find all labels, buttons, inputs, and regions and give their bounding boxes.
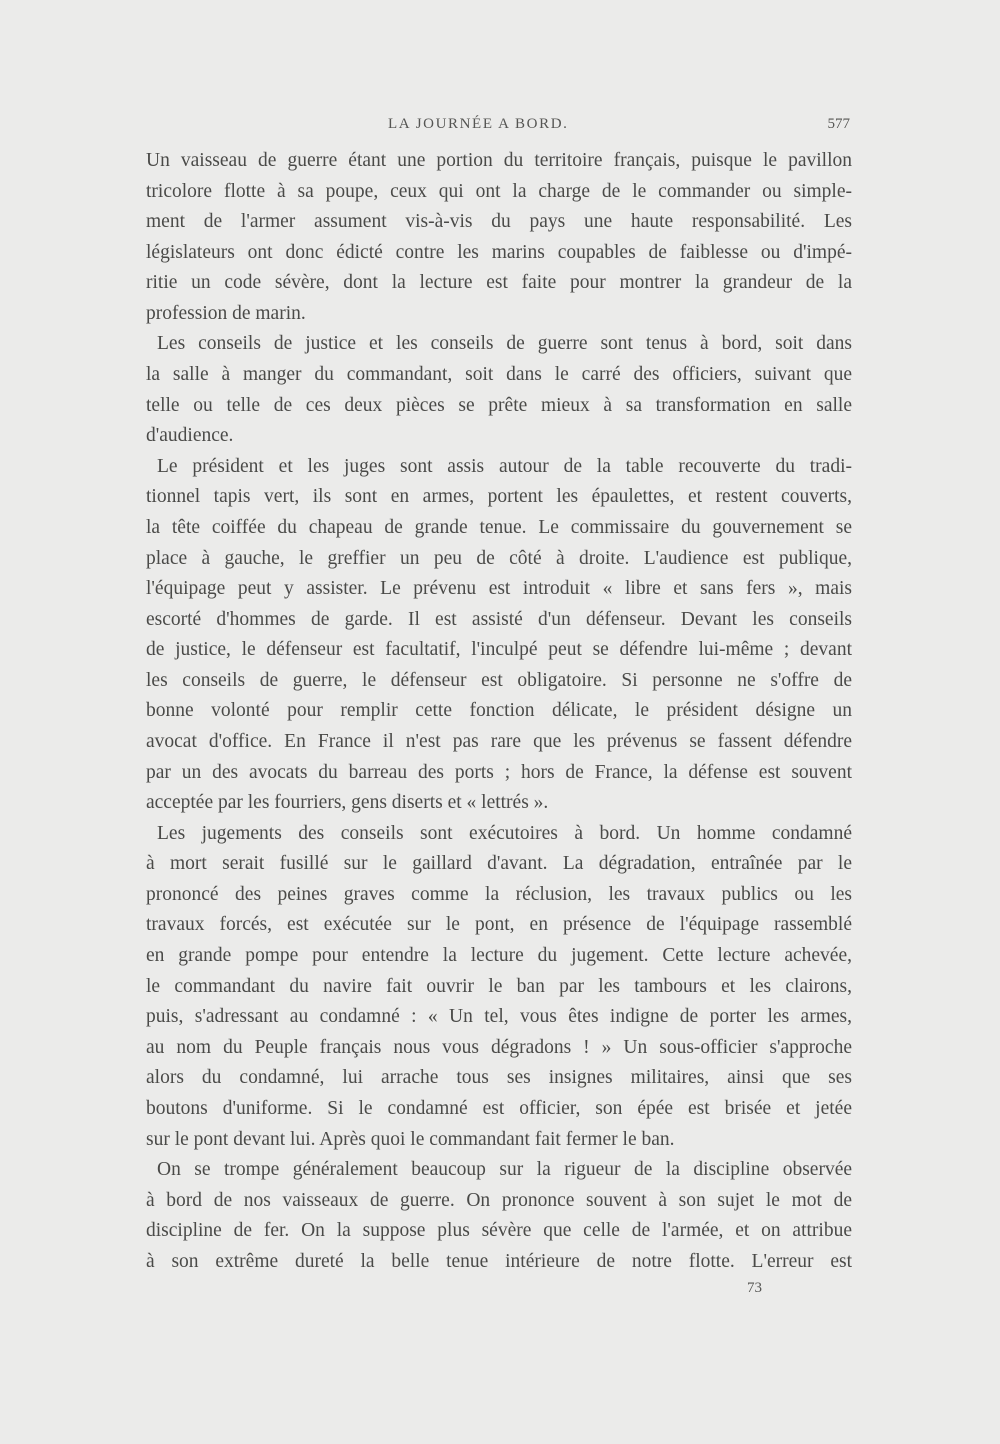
text-line: en grande pompe pour entendre la lecture du jugement. Cette lecture achevée,	[146, 945, 852, 967]
running-title: LA JOURNÉE A BORD.	[388, 116, 569, 132]
text-line: Les conseils de justice et les conseils de guerre sont tenus à bord, soit dans	[157, 333, 852, 355]
text-line: acceptée par les fourriers, gens diserts et « lettrés ».	[146, 792, 549, 814]
text-line: législateurs ont donc édicté contre les marins coupables de faiblesse ou d'impé-	[146, 241, 852, 263]
text-line: prononcé des peines graves comme la réclusion, les travaux publics ou les	[146, 883, 852, 905]
text-line: bonne volonté pour remplir cette fonction délicate, le président désigne un	[146, 700, 852, 722]
text-line: alors du condamné, lui arrache tous ses insignes militaires, ainsi que ses	[146, 1067, 852, 1089]
text-line: l'équipage peut y assister. Le prévenu est introduit « libre et sans fers », mais	[146, 578, 852, 600]
text-line: On se trompe généralement beaucoup sur la rigueur de la discipline observée	[157, 1159, 852, 1181]
text-line: les conseils de guerre, le défenseur est obligatoire. Si personne ne s'offre de	[146, 669, 852, 691]
text-line: à bord de nos vaisseaux de guerre. On prononce souvent à son sujet le mot de	[146, 1189, 852, 1211]
text-line: ritie un code sévère, dont la lecture est faite pour montrer la grandeur de la	[146, 272, 852, 294]
text-line: ment de l'armer assument vis-à-vis du pays une haute responsabilité. Les	[146, 211, 852, 233]
text-line: la salle à manger du commandant, soit dans le carré des officiers, suivant que	[146, 364, 852, 386]
text-line: escorté d'hommes de garde. Il est assisté d'un défenseur. Devant les conseils	[146, 608, 852, 630]
text-line: discipline de fer. On la suppose plus sévère que celle de l'armée, et on attribue	[146, 1220, 852, 1242]
page-number: 577	[827, 116, 850, 132]
text-line: travaux forcés, est exécutée sur le pont, en présence de l'équipage rassemblé	[146, 914, 852, 936]
text-line: Le président et les juges sont assis autour de la table recouverte du tradi-	[157, 455, 852, 477]
signature-mark: 73	[747, 1280, 762, 1296]
text-line: par un des avocats du barreau des ports ; hors de France, la défense est souvent	[146, 761, 852, 783]
text-line: au nom du Peuple français nous vous dégradons ! » Un sous-officier s'approche	[146, 1036, 852, 1058]
text-line: tricolore flotte à sa poupe, ceux qui ont la charge de le commander ou simple-	[146, 180, 852, 202]
text-line: place à gauche, le greffier un peu de côté à droite. L'audience est publique,	[146, 547, 852, 569]
text-line: profession de marin.	[146, 302, 306, 324]
text-line: la tête coiffée du chapeau de grande tenue. Le commissaire du gouvernement se	[146, 516, 852, 538]
text-line: Les jugements des conseils sont exécutoires à bord. Un homme condamné	[157, 822, 852, 844]
text-line: sur le pont devant lui. Après quoi le commandant fait fermer le ban.	[146, 1128, 675, 1150]
text-line: puis, s'adressant au condamné : « Un tel, vous êtes indigne de porter les armes,	[146, 1006, 852, 1028]
text-line: à son extrême dureté la belle tenue intérieure de notre flotte. L'erreur est	[146, 1250, 852, 1272]
text-line: telle ou telle de ces deux pièces se prête mieux à sa transformation en salle	[146, 394, 852, 416]
text-line: le commandant du navire fait ouvrir le ban par les tambours et les clairons,	[146, 975, 852, 997]
body-text	[146, 146, 852, 1277]
text-line: d'audience.	[146, 425, 234, 447]
text-line: de justice, le défenseur est facultatif, l'inculpé peut se défendre lui-même ; devant	[146, 639, 852, 661]
text-line: Un vaisseau de guerre étant une portion du territoire français, puisque le pavillon	[146, 150, 852, 171]
text-line: à mort serait fusillé sur le gaillard d'avant. La dégradation, entraînée par le	[146, 853, 852, 875]
text-line: boutons d'uniforme. Si le condamné est officier, son épée est brisée et jetée	[146, 1097, 852, 1119]
text-line: avocat d'office. En France il n'est pas rare que les prévenus se fassent défendre	[146, 730, 852, 752]
text-line: tionnel tapis vert, ils sont en armes, portent les épaulettes, et restent couverts,	[146, 486, 852, 508]
